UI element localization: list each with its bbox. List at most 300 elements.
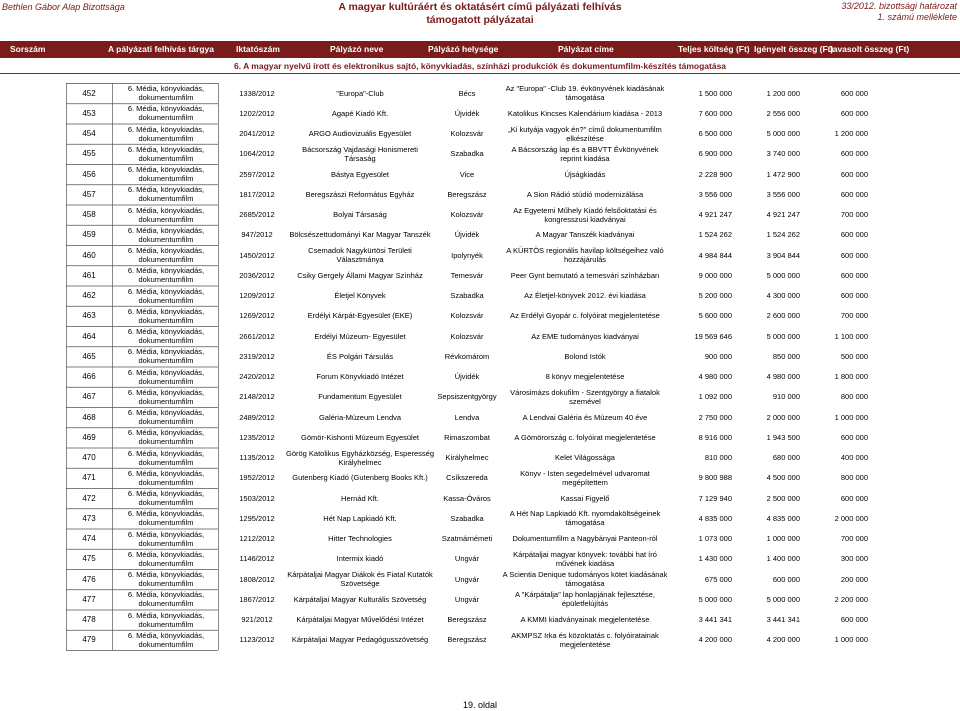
- call-subject: [116, 427, 216, 447]
- registration-number: 2319/2012: [239, 351, 275, 361]
- call-subject-line-2: dokumentumfilm: [138, 437, 194, 447]
- call-subject: [116, 103, 216, 123]
- decision-reference: [841, 1, 957, 23]
- applicant-name: Gömör-Kishonti Múzeum Egyesület: [301, 432, 419, 442]
- page-title: [300, 1, 660, 27]
- requested-amount: 1 943 500: [766, 432, 800, 442]
- call-subject-line-2: dokumentumfilm: [138, 275, 194, 285]
- call-subject-line-2: dokumentumfilm: [138, 639, 194, 649]
- call-subject-line-1: 6. Média, könyvkiadás,: [127, 590, 205, 600]
- suggested-amount: 600 000: [840, 189, 868, 199]
- total-cost: 900 000: [704, 351, 732, 361]
- call-subject-line-1: 6. Média, könyvkiadás,: [127, 165, 205, 175]
- call-subject: [116, 529, 216, 549]
- applicant-name: Forum Könyvkiadó Intézet: [316, 372, 404, 382]
- total-cost: 4 984 844: [698, 250, 732, 260]
- requested-amount: 5 000 000: [766, 129, 800, 139]
- applicant-city: Révkomárom: [444, 351, 490, 361]
- row-number: 479: [82, 635, 96, 645]
- total-cost: 7 129 940: [698, 493, 732, 503]
- applicant-city: Újvidék: [454, 230, 480, 240]
- row-number: 460: [82, 250, 96, 260]
- row-number: 457: [82, 189, 96, 199]
- row-number: 470: [82, 453, 96, 463]
- row-number: 473: [82, 513, 96, 523]
- registration-number: 1202/2012: [239, 108, 275, 118]
- applicant-name: Gutenberg Kiadó (Gutenberg Books Kft.): [292, 473, 428, 483]
- total-cost: 1 092 000: [698, 392, 732, 402]
- total-cost: 1 500 000: [698, 88, 732, 98]
- registration-number: 1064/2012: [239, 149, 275, 159]
- call-subject: [116, 630, 216, 650]
- registration-number: 1209/2012: [239, 291, 275, 301]
- applicant-name: Erdélyi Kárpát-Egyesület (EKE): [307, 311, 413, 321]
- applicant-city: Kolozsvár: [450, 331, 484, 341]
- requested-amount: 4 921 247: [766, 210, 800, 220]
- call-subject-line-1: 6. Média, könyvkiadás,: [127, 448, 205, 458]
- call-subject-line-2: dokumentumfilm: [138, 498, 194, 508]
- project-title: A Lendvai Galéria és Múzeum 40 éve: [522, 412, 648, 422]
- call-subject-line-2: dokumentumfilm: [138, 417, 194, 427]
- row-number: 478: [82, 615, 96, 625]
- total-cost: 7 600 000: [698, 108, 732, 118]
- suggested-amount: 600 000: [840, 149, 868, 159]
- call-subject: [116, 468, 216, 488]
- table-row: [0, 508, 960, 528]
- total-cost: 4 921 247: [698, 210, 732, 220]
- call-subject: [116, 346, 216, 366]
- registration-number: 921/2012: [241, 615, 273, 625]
- page-header: [0, 0, 960, 40]
- call-subject-line-1: 6. Média, könyvkiadás,: [127, 610, 205, 620]
- total-cost: 5 600 000: [698, 311, 732, 321]
- registration-number: 1808/2012: [239, 574, 275, 584]
- col-iktatoszam: Iktatószám: [236, 44, 280, 54]
- project-title: A KÜRTÖS regionális havilap költségeihez való hozzájárulás: [506, 246, 664, 265]
- registration-number: 1269/2012: [239, 311, 275, 321]
- applicant-name: Kárpátaljai Magyar Művelődési Intézet: [296, 615, 424, 625]
- call-subject-line-2: dokumentumfilm: [138, 477, 194, 487]
- row-number: 475: [82, 554, 96, 564]
- registration-number: 2489/2012: [239, 412, 275, 422]
- call-subject: [116, 124, 216, 144]
- suggested-amount: 1 200 000: [834, 129, 868, 139]
- col-targy: A pályázati felhívás tárgya: [108, 44, 214, 54]
- table-row: [0, 164, 960, 184]
- suggested-amount: 400 000: [840, 453, 868, 463]
- requested-amount: 5 000 000: [766, 594, 800, 604]
- requested-amount: 3 556 000: [766, 189, 800, 199]
- total-cost: 5 200 000: [698, 291, 732, 301]
- applicant-city: Szatmárnémeti: [441, 534, 493, 544]
- call-subject-line-1: 6. Média, könyvkiadás,: [127, 205, 205, 215]
- applicant-name: Agapé Kiadó Kft.: [331, 108, 389, 118]
- applicant-name: Hernád Kft.: [341, 493, 379, 503]
- requested-amount: 2 556 000: [766, 108, 800, 118]
- applicant-name: Intermix kiadó: [336, 554, 384, 564]
- table-row: [0, 589, 960, 609]
- registration-number: 1295/2012: [239, 513, 275, 523]
- call-subject: [116, 265, 216, 285]
- call-subject-line-1: 6. Média, könyvkiadás,: [127, 428, 205, 438]
- applicant-city: Ipolynyék: [451, 250, 483, 260]
- suggested-amount: 800 000: [840, 473, 868, 483]
- call-subject: [116, 83, 216, 103]
- registration-number: 2685/2012: [239, 210, 275, 220]
- call-subject: [116, 306, 216, 326]
- project-title: AKMPSZ Irka és közoktatás c. folyóiratainak megjelentetése: [511, 630, 659, 649]
- call-subject-line-1: 6. Média, könyvkiadás,: [127, 529, 205, 539]
- suggested-amount: 800 000: [840, 392, 868, 402]
- table-row: [0, 427, 960, 447]
- project-title: Az "Europa" -Club 19. évkönyvének kiadásának támogatása: [505, 84, 665, 103]
- applicant-city: Lendva: [454, 412, 480, 422]
- suggested-amount: 300 000: [840, 554, 868, 564]
- requested-amount: 2 500 000: [766, 493, 800, 503]
- project-title: Kassai Figyelő: [560, 493, 610, 503]
- applicant-city: Vice: [459, 169, 475, 179]
- applicant-city: Temesvár: [450, 270, 484, 280]
- project-title: A KMMI kiadványainak megjelentetése: [520, 615, 650, 625]
- table-row: [0, 103, 960, 123]
- total-cost: 1 524 262: [698, 230, 732, 240]
- call-subject-line-2: dokumentumfilm: [138, 234, 194, 244]
- applicant-city: Beregszász: [447, 635, 487, 645]
- row-number: 463: [82, 311, 96, 321]
- total-cost: 1 430 000: [698, 554, 732, 564]
- project-title: A Gömörország c. folyóirat megjelentetése: [514, 432, 656, 442]
- requested-amount: 5 000 000: [766, 270, 800, 280]
- table-row: [0, 346, 960, 366]
- applicant-name: Bölcsészettudományi Kar Magyar Tanszék: [289, 230, 431, 240]
- applicant-name: Kárpátaljai Magyar Diákok és Fiatal Kutatók Szövetsége: [287, 570, 433, 589]
- registration-number: 2597/2012: [239, 169, 275, 179]
- requested-amount: 910 000: [772, 392, 800, 402]
- requested-amount: 850 000: [772, 351, 800, 361]
- total-cost: 1 073 000: [698, 534, 732, 544]
- title-line-1: A magyar kultúráért és oktatásért című pályázati felhívás: [338, 1, 622, 13]
- registration-number: 1212/2012: [239, 534, 275, 544]
- registration-number: 1952/2012: [239, 473, 275, 483]
- row-number: 462: [82, 291, 96, 301]
- decision-number: 33/2012. bizottsági határozat: [841, 1, 957, 11]
- total-cost: 4 835 000: [698, 513, 732, 523]
- project-title: Dokumentumfilm a Nagybányai Panteon-ról: [512, 534, 658, 544]
- call-subject-line-2: dokumentumfilm: [138, 396, 194, 406]
- registration-number: 2041/2012: [239, 129, 275, 139]
- requested-amount: 3 441 341: [766, 615, 800, 625]
- applicant-city: Beregszász: [447, 189, 487, 199]
- total-cost: 9 000 000: [698, 270, 732, 280]
- registration-number: 2036/2012: [239, 270, 275, 280]
- table-row: [0, 448, 960, 468]
- call-subject-line-2: dokumentumfilm: [138, 558, 194, 568]
- call-subject: [116, 144, 216, 164]
- requested-amount: 1 200 000: [766, 88, 800, 98]
- table-row: [0, 529, 960, 549]
- call-subject-line-2: dokumentumfilm: [138, 194, 194, 204]
- call-subject-line-2: dokumentumfilm: [138, 336, 194, 346]
- call-subject: [116, 164, 216, 184]
- suggested-amount: 600 000: [840, 169, 868, 179]
- applicant-name: Fundamentum Egyesület: [318, 392, 402, 402]
- annex-number: 1. számú melléklete: [877, 12, 957, 22]
- project-title: „Ki kutyája vagyok én?" című dokumentumfilm elkészítése: [508, 124, 662, 143]
- project-title: Könyv - Isten segedelmével udvaromat megépítettem: [520, 468, 650, 487]
- call-subject: [116, 549, 216, 569]
- call-subject: [116, 225, 216, 245]
- call-subject-line-2: dokumentumfilm: [138, 356, 194, 366]
- call-subject-line-1: 6. Média, könyvkiadás,: [127, 549, 205, 559]
- project-title: Kárpátaljai magyar könyvek: további hat író művének kiadása: [513, 549, 657, 568]
- requested-amount: 2 600 000: [766, 311, 800, 321]
- col-palyazat-cime: Pályázat címe: [558, 44, 614, 54]
- row-number: 471: [82, 473, 96, 483]
- total-cost: 4 200 000: [698, 635, 732, 645]
- project-title: Az Erdélyi Gyopár c. folyóirat megjelentetése: [510, 311, 660, 321]
- col-sorszam: Sorszám: [10, 44, 46, 54]
- applicant-name: Bástya Egyesület: [331, 169, 389, 179]
- call-subject-line-1: 6. Média, könyvkiadás,: [127, 104, 205, 114]
- row-number: 461: [82, 270, 96, 280]
- applicant-name: Életjel Könyvek: [334, 291, 386, 301]
- call-subject-line-2: dokumentumfilm: [138, 174, 194, 184]
- suggested-amount: 600 000: [840, 432, 868, 442]
- row-number: 472: [82, 493, 96, 503]
- applicant-city: Kassa-Óváros: [443, 493, 491, 503]
- call-subject: [116, 610, 216, 630]
- registration-number: 1817/2012: [239, 189, 275, 199]
- registration-number: 1450/2012: [239, 250, 275, 260]
- suggested-amount: 1 800 000: [834, 372, 868, 382]
- total-cost: 5 000 000: [698, 594, 732, 604]
- table-row: [0, 468, 960, 488]
- suggested-amount: 500 000: [840, 351, 868, 361]
- call-subject-line-2: dokumentumfilm: [138, 619, 194, 629]
- project-title: Bolond Istók: [564, 351, 606, 361]
- applicant-city: Ungvár: [454, 594, 480, 604]
- table-row: [0, 205, 960, 225]
- call-subject: [116, 245, 216, 265]
- table-row: [0, 306, 960, 326]
- call-subject: [116, 569, 216, 589]
- applicant-name: Kárpátaljai Magyar Pedagógusszövetség: [291, 635, 429, 645]
- total-cost: 2 750 000: [698, 412, 732, 422]
- applicant-city: Ungvár: [454, 574, 480, 584]
- project-title: Városimázs dokufilm - Szentgyörgy a fiatalok szemével: [510, 387, 660, 406]
- applicant-name: Beregszászi Református Egyház: [305, 189, 415, 199]
- call-subject-line-1: 6. Média, könyvkiadás,: [127, 367, 205, 377]
- table-row: [0, 569, 960, 589]
- col-palyazo-helysege: Pályázó helysége: [428, 44, 499, 54]
- applicant-name: "Europa"-Club: [336, 88, 384, 98]
- total-cost: 675 000: [704, 574, 732, 584]
- applicant-city: Szabadka: [450, 149, 484, 159]
- total-cost: 6 900 000: [698, 149, 732, 159]
- suggested-amount: 600 000: [840, 230, 868, 240]
- registration-number: 1123/2012: [239, 635, 275, 645]
- call-subject-line-2: dokumentumfilm: [138, 599, 194, 609]
- call-subject-line-1: 6. Média, könyvkiadás,: [127, 124, 205, 134]
- total-cost: 810 000: [704, 453, 732, 463]
- call-subject-line-2: dokumentumfilm: [138, 315, 194, 325]
- col-igenyelt-osszeg: Igényelt összeg (Ft): [754, 44, 834, 54]
- row-number: 454: [82, 129, 96, 139]
- applicant-city: Újvidék: [454, 108, 480, 118]
- call-subject-line-2: dokumentumfilm: [138, 579, 194, 589]
- table-row: [0, 610, 960, 630]
- registration-number: 1235/2012: [239, 432, 275, 442]
- project-title: A "Kárpátalja" lap honlapjának fejlesztése, épületfelújítás: [515, 590, 655, 609]
- table-row: [0, 245, 960, 265]
- call-subject: [116, 286, 216, 306]
- applicant-city: Csíkszereda: [446, 473, 488, 483]
- call-subject: [116, 326, 216, 346]
- call-subject: [116, 407, 216, 427]
- registration-number: 1338/2012: [239, 88, 275, 98]
- requested-amount: 4 300 000: [766, 291, 800, 301]
- call-subject-line-1: 6. Média, könyvkiadás,: [127, 246, 205, 256]
- suggested-amount: 600 000: [840, 108, 868, 118]
- col-palyazo-neve: Pályázó neve: [330, 44, 384, 54]
- applicant-city: Sepsiszentgyörgy: [437, 392, 497, 402]
- table-row: [0, 407, 960, 427]
- applicant-name: Csiky Gergely Állami Magyar Színház: [297, 270, 423, 280]
- applicant-name: Bolyai Társaság: [333, 210, 387, 220]
- suggested-amount: 700 000: [840, 534, 868, 544]
- suggested-amount: 600 000: [840, 88, 868, 98]
- total-cost: 3 556 000: [698, 189, 732, 199]
- requested-amount: 2 000 000: [766, 412, 800, 422]
- applicant-city: Szabadka: [450, 513, 484, 523]
- call-subject-line-1: 6. Média, könyvkiadás,: [127, 408, 205, 418]
- project-title: A Magyar Tanszék kiadványai: [535, 230, 635, 240]
- call-subject-line-2: dokumentumfilm: [138, 255, 194, 265]
- suggested-amount: 600 000: [840, 615, 868, 625]
- requested-amount: 1 524 262: [766, 230, 800, 240]
- suggested-amount: 2 000 000: [834, 513, 868, 523]
- requested-amount: 4 500 000: [766, 473, 800, 483]
- requested-amount: 1 400 000: [766, 554, 800, 564]
- call-subject: [116, 367, 216, 387]
- row-number: 467: [82, 392, 96, 402]
- suggested-amount: 1 100 000: [834, 331, 868, 341]
- total-cost: 19 569 646: [694, 331, 732, 341]
- call-subject: [116, 448, 216, 468]
- suggested-amount: 200 000: [840, 574, 868, 584]
- applicant-name: Csemadok Nagykürtösi Területi Választmánya: [308, 246, 412, 265]
- call-subject-line-1: 6. Média, könyvkiadás,: [127, 489, 205, 499]
- title-line-2: támogatott pályázatai: [426, 14, 534, 26]
- suggested-amount: 1 000 000: [834, 412, 868, 422]
- total-cost: 4 980 000: [698, 372, 732, 382]
- row-number: 468: [82, 412, 96, 422]
- call-subject-line-2: dokumentumfilm: [138, 538, 194, 548]
- call-subject-line-2: dokumentumfilm: [138, 93, 194, 103]
- call-subject-line-2: dokumentumfilm: [138, 295, 194, 305]
- requested-amount: 5 000 000: [766, 331, 800, 341]
- applicant-name: Galéria-Múzeum Lendva: [318, 412, 402, 422]
- call-subject-line-1: 6. Média, könyvkiadás,: [127, 266, 205, 276]
- suggested-amount: 600 000: [840, 250, 868, 260]
- project-title: Peer Gynt bemutató a temesvári színházban: [510, 270, 660, 280]
- requested-amount: 680 000: [772, 453, 800, 463]
- section-divider: [0, 73, 960, 74]
- applicant-city: Szabadka: [450, 291, 484, 301]
- table-row: [0, 124, 960, 144]
- project-title: Katolikus Kincses Kalendárium kiadása - 2013: [507, 108, 663, 118]
- table-row: [0, 83, 960, 103]
- applicant-name: Erdélyi Múzeum- Egyesület: [314, 331, 406, 341]
- call-subject-line-1: 6. Média, könyvkiadás,: [127, 509, 205, 519]
- call-subject-line-1: 6. Média, könyvkiadás,: [127, 286, 205, 296]
- applicant-city: Újvidék: [454, 372, 480, 382]
- column-header-bar: [0, 41, 960, 58]
- row-number: 465: [82, 351, 96, 361]
- call-subject-line-2: dokumentumfilm: [138, 518, 194, 528]
- suggested-amount: 700 000: [840, 311, 868, 321]
- project-title: A Hét Nap Lapkiadó Kft. nyomdaköltségeinek támogatása: [509, 509, 661, 528]
- project-title: 8 könyv megjelentetése: [545, 372, 625, 382]
- requested-amount: 4 200 000: [766, 635, 800, 645]
- suggested-amount: 1 000 000: [834, 635, 868, 645]
- total-cost: 3 441 341: [698, 615, 732, 625]
- call-subject-line-1: 6. Média, könyvkiadás,: [127, 327, 205, 337]
- call-subject-line-2: dokumentumfilm: [138, 376, 194, 386]
- registration-number: 1503/2012: [239, 493, 275, 503]
- table-row: [0, 144, 960, 164]
- call-subject-line-1: 6. Média, könyvkiadás,: [127, 468, 205, 478]
- row-number: 453: [82, 108, 96, 118]
- call-subject-line-2: dokumentumfilm: [138, 214, 194, 224]
- suggested-amount: 600 000: [840, 270, 868, 280]
- registration-number: 2661/2012: [239, 331, 275, 341]
- call-subject-line-1: 6. Média, könyvkiadás,: [127, 185, 205, 195]
- table-row: [0, 265, 960, 285]
- registration-number: 2420/2012: [239, 372, 275, 382]
- requested-amount: 600 000: [772, 574, 800, 584]
- requested-amount: 4 835 000: [766, 513, 800, 523]
- applicant-city: Kolozsvár: [450, 129, 484, 139]
- call-subject-line-1: 6. Média, könyvkiadás,: [127, 225, 205, 235]
- call-subject-line-2: dokumentumfilm: [138, 133, 194, 143]
- total-cost: 6 500 000: [698, 129, 732, 139]
- registration-number: 1867/2012: [239, 594, 275, 604]
- call-subject: [116, 488, 216, 508]
- applicant-city: Bécs: [458, 88, 476, 98]
- project-title: A Sion Rádió stúdió modernizálása: [526, 189, 644, 199]
- row-number: 464: [82, 331, 96, 341]
- row-number: 458: [82, 210, 96, 220]
- suggested-amount: 600 000: [840, 493, 868, 503]
- applicant-city: Beregszász: [447, 615, 487, 625]
- call-subject: [116, 184, 216, 204]
- call-subject-line-1: 6. Média, könyvkiadás,: [127, 84, 205, 94]
- project-title: Kelet Világossága: [555, 453, 615, 463]
- table-row: [0, 225, 960, 245]
- applicant-name: Kárpátaljai Magyar Kulturális Szövetség: [293, 594, 427, 604]
- row-number: 476: [82, 574, 96, 584]
- table-row: [0, 549, 960, 569]
- table-row: [0, 286, 960, 306]
- call-subject-line-2: dokumentumfilm: [138, 113, 194, 123]
- col-javasolt-osszeg: Javasolt összeg (Ft): [828, 44, 910, 54]
- row-number: 474: [82, 534, 96, 544]
- applicant-name: Bácsország Vajdasági Honismereti Társaság: [302, 144, 418, 163]
- project-title: A Bácsország lap és a BBVTT Évkönyvének reprint kiadása: [511, 144, 659, 163]
- applicant-name: Hét Nap Lapkiadó Kft.: [323, 513, 397, 523]
- row-number: 469: [82, 432, 96, 442]
